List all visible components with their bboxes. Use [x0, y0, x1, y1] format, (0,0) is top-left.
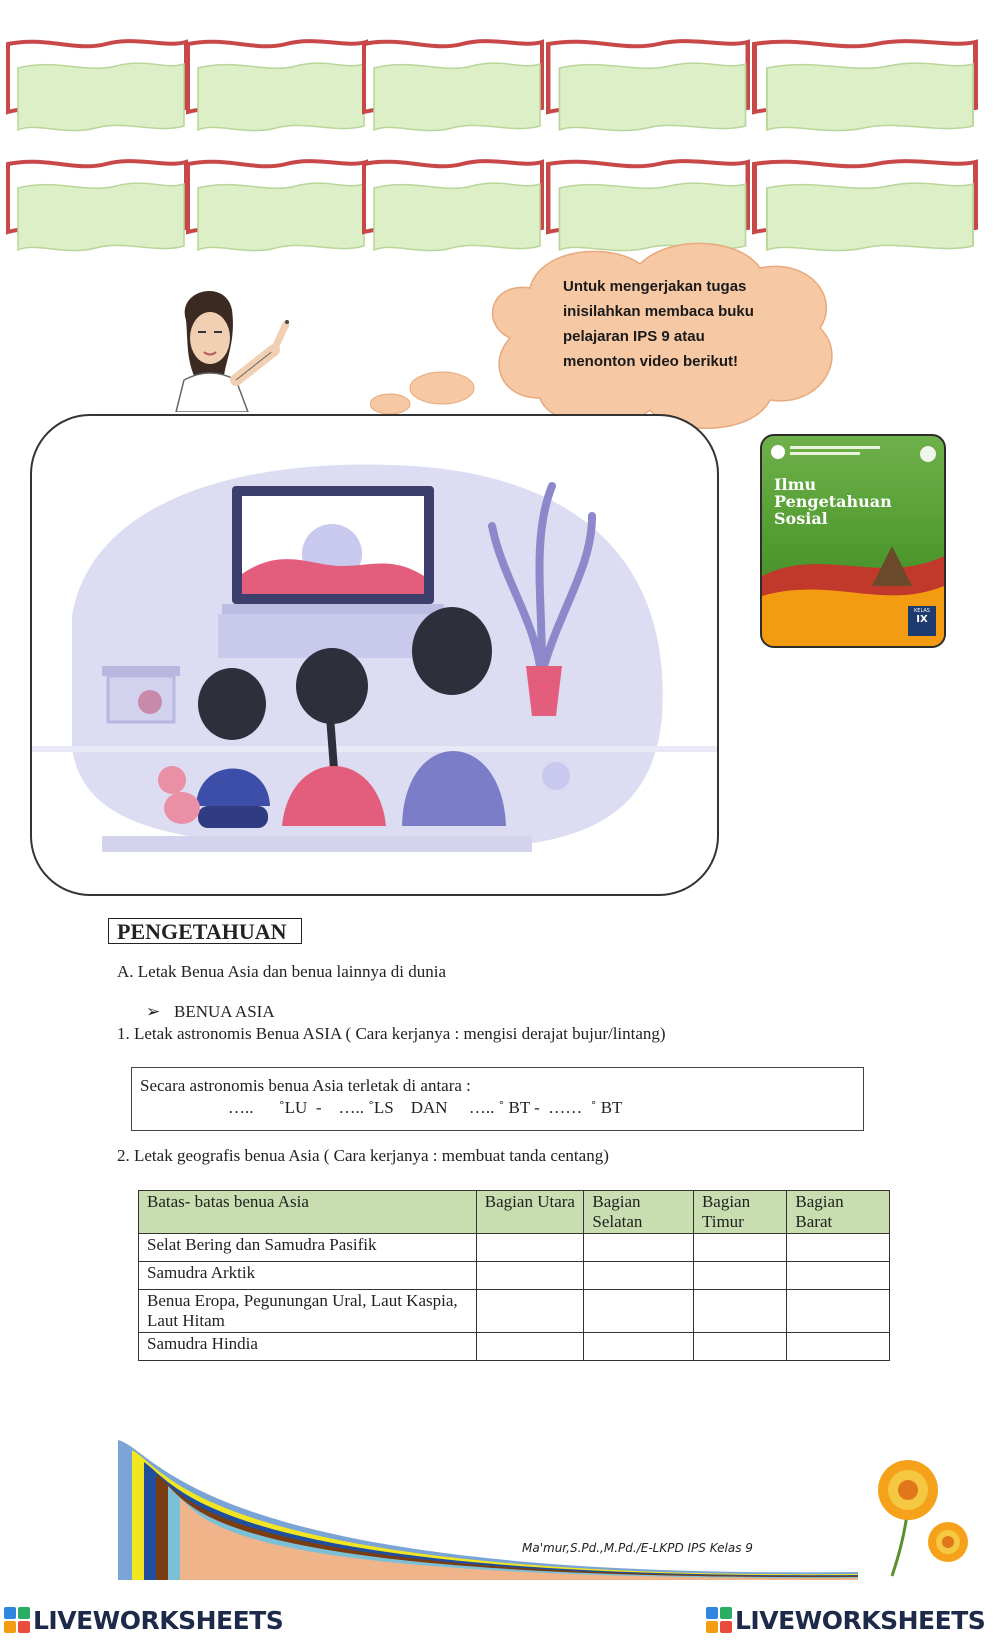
banner-answer-slot[interactable] [546, 38, 750, 134]
bullet-label: BENUA ASIA [174, 1002, 275, 1021]
liveworksheets-logo-right[interactable] [706, 1605, 985, 1635]
kids-watching-tv-illustration [32, 416, 717, 894]
checkbox-cell[interactable] [476, 1333, 584, 1361]
cloud-line: menonton video berikut! [563, 353, 739, 370]
bullet-benua-asia [146, 1002, 275, 1022]
section-title: PENGETAHUAN [108, 918, 302, 944]
astronomis-answer-box [131, 1067, 864, 1131]
teacher-illustration [166, 280, 306, 412]
row-label: Benua Eropa, Pegunungan Ural, Laut Kaspia, Laut Hitam [139, 1290, 477, 1333]
book-title-line: Sosial [774, 509, 828, 528]
table-row [139, 1290, 890, 1333]
liveworksheets-mark-icon [4, 1607, 30, 1633]
checkbox-cell[interactable] [787, 1333, 890, 1361]
astro-line-1: Secara astronomis benua Asia terletak di antara : [140, 1076, 471, 1095]
banner-answer-slot[interactable] [6, 38, 188, 134]
grade-label: KELAS [914, 608, 930, 614]
checkbox-cell[interactable] [693, 1290, 786, 1333]
checkbox-cell[interactable] [584, 1290, 694, 1333]
row-label: Samudra Arktik [139, 1262, 477, 1290]
checkbox-cell[interactable] [476, 1290, 584, 1333]
checkbox-cell[interactable] [476, 1262, 584, 1290]
checkbox-cell[interactable] [787, 1234, 890, 1262]
cloud-line: Untuk mengerjakan tugas [563, 278, 747, 295]
astro-line-2[interactable]: ….. ˚LU - ….. ˚LS DAN ….. ˚ BT - …… ˚ BT [228, 1098, 623, 1117]
table-row [139, 1333, 890, 1361]
cloud-message [563, 274, 803, 374]
row-label: Selat Bering dan Samudra Pasifik [139, 1234, 477, 1262]
column-header: Bagian Timur [693, 1191, 786, 1234]
table-row [139, 1234, 890, 1262]
geografis-table [138, 1190, 890, 1361]
item-2-instruction: 2. Letak geografis benua Asia ( Cara kerjanya : membuat tanda centang) [117, 1146, 609, 1165]
column-header: Bagian Utara [476, 1191, 584, 1234]
grade-value: IX [916, 614, 928, 625]
arrow-bullet-icon: ➢ [146, 1002, 161, 1021]
banner-answer-slot[interactable] [186, 158, 368, 254]
column-header: Batas- batas benua Asia [139, 1191, 477, 1234]
brand-name: LIVEWORKSHEETS [33, 1605, 284, 1635]
table-header-row [139, 1191, 890, 1234]
checkbox-cell[interactable] [693, 1262, 786, 1290]
checkbox-cell[interactable] [584, 1234, 694, 1262]
cloud-line: pelajaran IPS 9 atau [563, 328, 705, 345]
checkbox-cell[interactable] [693, 1333, 786, 1361]
cloud-line: inisilahkan membaca buku [563, 303, 754, 320]
row-label: Samudra Hindia [139, 1333, 477, 1361]
footer-credit: Ma'mur,S.Pd.,M.Pd./E-LKPD IPS Kelas 9 [522, 1541, 753, 1555]
column-header: Bagian Selatan [584, 1191, 694, 1234]
liveworksheets-logo-left[interactable] [4, 1605, 283, 1635]
heading-a: A. Letak Benua Asia dan benua lainnya di dunia [117, 962, 447, 981]
footer-ribbon [118, 1440, 858, 1580]
column-header: Bagian Barat [787, 1191, 890, 1234]
book-title [774, 476, 934, 527]
brand-name: LIVEWORKSHEETS [735, 1605, 986, 1635]
checkbox-cell[interactable] [584, 1333, 694, 1361]
banner-answer-slot[interactable] [362, 38, 544, 134]
banner-answer-slot[interactable] [186, 38, 368, 134]
book-title-line: Pengetahuan [774, 492, 892, 511]
grade-badge [908, 608, 936, 625]
banner-answer-slot[interactable] [6, 158, 188, 254]
sunflower-decoration [868, 1448, 978, 1578]
checkbox-cell[interactable] [584, 1262, 694, 1290]
table-row [139, 1262, 890, 1290]
item-1-instruction: 1. Letak astronomis Benua ASIA ( Cara kerjanya : mengisi derajat bujur/lintang) [117, 1024, 666, 1043]
banner-answer-slot[interactable] [752, 38, 978, 134]
checkbox-cell[interactable] [693, 1234, 786, 1262]
liveworksheets-mark-icon [706, 1607, 732, 1633]
checkbox-cell[interactable] [787, 1262, 890, 1290]
checkbox-cell[interactable] [476, 1234, 584, 1262]
video-player[interactable] [30, 414, 719, 896]
textbook-cover[interactable] [760, 434, 946, 648]
book-title-line: Ilmu [774, 475, 817, 494]
checkbox-cell[interactable] [787, 1290, 890, 1333]
